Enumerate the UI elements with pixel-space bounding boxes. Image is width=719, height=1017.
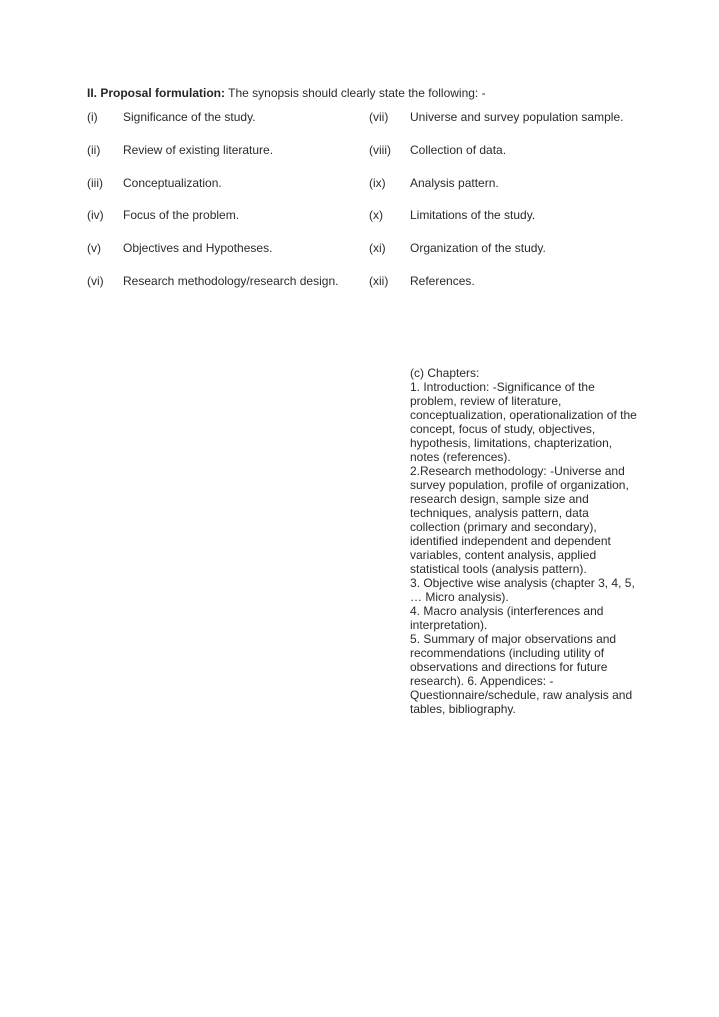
section-heading-bold: II. Proposal formulation: (87, 86, 226, 100)
list-item-number: (xii) (369, 274, 389, 288)
chapter-objective-analysis: 3. Objective wise analysis (chapter 3, 4, 5, … Micro analysis). (410, 576, 635, 604)
list-item-number: (xi) (369, 241, 386, 255)
list-item-text: Collection of data. (410, 143, 507, 157)
list-item-text: Research methodology/research design. (123, 274, 339, 288)
chapter-macro-analysis: 4. Macro analysis (interferences and interpretation). (410, 604, 604, 632)
list-item-text: Limitations of the study. (410, 208, 536, 222)
list-item-number: (v) (87, 241, 101, 255)
list-item-text: Significance of the study. (123, 110, 256, 124)
list-item-number: (viii) (369, 143, 391, 157)
section-heading (87, 86, 486, 101)
chapters-section (410, 366, 642, 716)
chapters-title: (c) Chapters: (410, 366, 480, 380)
list-item-number: (ii) (87, 143, 101, 157)
list-item-text: Analysis pattern. (410, 176, 499, 190)
list-item-number: (x) (369, 208, 383, 222)
chapter-introduction: 1. Introduction: -Significance of the problem, review of literature, conceptualization, operationalization of the concept, focus of study, objectives, hypothesis, limitations, chapterization, notes (references). (410, 380, 637, 464)
list-item-number: (ix) (369, 176, 386, 190)
list-item-text: Universe and survey population sample. (410, 110, 624, 124)
list-item-text: Organization of the study. (410, 241, 546, 255)
list-item-text: Focus of the problem. (123, 208, 240, 222)
section-heading-text: The synopsis should clearly state the following: - (225, 86, 486, 100)
list-item-number: (iv) (87, 208, 104, 222)
chapter-summary-appendices: 5. Summary of major observations and recommendations (including utility of observations and directions for future research). 6. Appendices: - Questionnaire/schedule, raw analysis and tables, bibliography. (410, 632, 633, 716)
list-item-text: Review of existing literature. (123, 143, 274, 157)
chapter-research-methodology: 2.Research methodology: -Universe and survey population, profile of organization, research design, sample size and techniques, analysis pattern, data collection (primary and secondary), identified independent and dependent variables, content analysis, applied statistical tools (analysis pattern). (410, 464, 629, 576)
list-item-text: Conceptualization. (123, 176, 222, 190)
list-item-number: (iii) (87, 176, 103, 190)
list-item-text: References. (410, 274, 475, 288)
list-item-number: (i) (87, 110, 98, 124)
list-item-number: (vi) (87, 274, 104, 288)
list-item-text: Objectives and Hypotheses. (123, 241, 273, 255)
list-item-number: (vii) (369, 110, 389, 124)
